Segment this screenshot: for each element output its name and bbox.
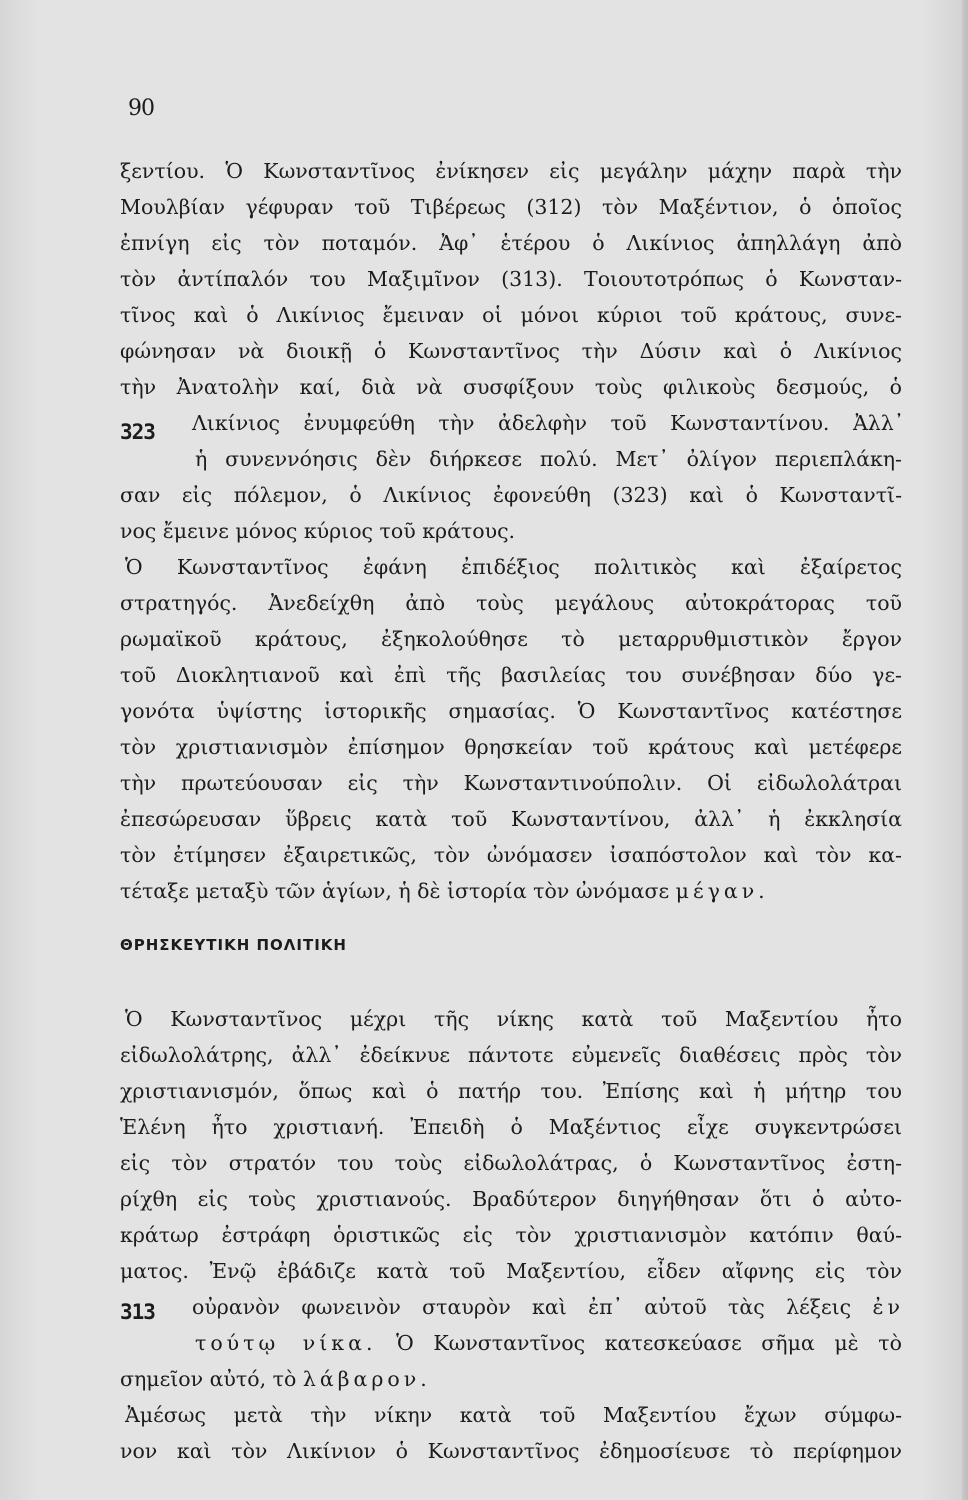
text-line: Λικίνιος ἐνυμφεύθη τὴν ἀδελφὴν τοῦ Κωνσταντίνου. Ἀλλ᾽	[192, 411, 904, 435]
text-line: φώνησαν νὰ διοικῇ ὁ Κωνσταντῖνος τὴν Δύσιν καὶ ὁ Λικίνιος	[120, 339, 902, 363]
text-line	[120, 1361, 902, 1397]
text-line: νον καὶ τὸν Λικίνιον ὁ Κωνσταντῖνος ἐδημοσίευσε τὸ περίφημον	[120, 1439, 902, 1463]
text-line: Μουλβίαν γέφυραν τοῦ Τιβέρεως (312) τὸν Μαξέντιον, ὁ ὁποῖος	[120, 195, 902, 219]
text-line: τῖνος καὶ ὁ Λικίνιος ἔμειναν οἱ μόνοι κύριοι τοῦ κράτους, συνε-	[120, 303, 902, 327]
text-line: κράτωρ ἐστράφη ὁριστικῶς εἰς τὸν χριστιανισμὸν κατόπιν θαύ-	[120, 1223, 902, 1247]
text-line: Ἀμέσως μετὰ τὴν νίκην κατὰ τοῦ Μαξεντίου ἔχων σύμφω-	[125, 1403, 902, 1427]
text-line	[192, 1289, 904, 1325]
section-heading: ΘΡΗΣΚΕΥΤΙΚΗ ΠΟΛΙΤΙΚΗ	[120, 936, 347, 954]
text-line: γονότα ὑψίστης ἱστορικῆς σημασίας. Ὁ Κωνσταντῖνος κατέστησε	[120, 699, 902, 723]
text-line: ἐπνίγη εἰς τὸν ποταμόν. Ἀφ᾽ ἑτέρου ὁ Λικίνιος ἀπηλλάγη ἀπὸ	[120, 231, 902, 255]
text-line: Ἑλένη ἦτο χριστιανή. Ἐπειδὴ ὁ Μαξέντιος εἶχε συγκεντρώσει	[120, 1115, 902, 1139]
text-line: ἐπεσώρευσαν ὕβρεις κατὰ τοῦ Κωνσταντίνου, ἀλλ᾽ ἡ ἐκκλησία	[120, 807, 902, 831]
margin-year-313: 313	[120, 1300, 155, 1324]
text-line: τὴν Ἀνατολὴν καί, διὰ νὰ συσφίξουν τοὺς φιλικοὺς δεσμούς, ὁ	[120, 375, 902, 399]
text-line: Ὁ Κωνσταντῖνος ἐφάνη ἐπιδέξιος πολιτικὸς καὶ ἐξαίρετος	[125, 555, 902, 579]
text-segment: Ὁ Κωνσταντῖνος κατεσκεύασε σῆμα μὲ τὸ	[396, 1331, 902, 1355]
spaced-word: ἐν	[872, 1295, 904, 1319]
text-line: τὸν ἐτίμησεν ἐξαιρετικῶς, τὸν ὠνόμασεν ἰσαπόστολον καὶ τὸν κα-	[120, 843, 902, 867]
text-line	[120, 873, 902, 909]
spaced-word: τούτῳ νίκα.	[195, 1331, 377, 1355]
text-segment: οὐρανὸν φωνεινὸν σταυρὸν καὶ ἐπ᾽ αὐτοῦ τὰς λέξεις	[192, 1295, 852, 1319]
spaced-word: λάβαρον.	[302, 1367, 431, 1391]
text-line: ξεντίου. Ὁ Κωνσταντῖνος ἐνίκησεν εἰς μεγάλην μάχην παρὰ τὴν	[120, 159, 902, 183]
page-number: 90	[128, 96, 154, 121]
text-line: εἰς τὸν στρατόν του τοὺς εἰδωλολάτρας, ὁ Κωνσταντῖνος ἐστη-	[120, 1151, 902, 1175]
text-line: χριστιανισμόν, ὅπως καὶ ὁ πατήρ του. Ἐπίσης καὶ ἡ μήτηρ του	[120, 1079, 902, 1103]
text-line: Ὁ Κωνσταντῖνος μέχρι τῆς νίκης κατὰ τοῦ Μαξεντίου ἦτο	[125, 1007, 902, 1031]
text-line	[195, 1325, 902, 1361]
text-line: τὴν πρωτεύουσαν εἰς τὴν Κωνσταντινούπολιν. Οἱ εἰδωλολάτραι	[120, 771, 902, 795]
text-line: στρατηγός. Ἀνεδείχθη ἀπὸ τοὺς μεγάλους αὐτοκράτορας τοῦ	[120, 591, 902, 615]
text-line: ματος. Ἐνῷ ἐβάδιζε κατὰ τοῦ Μαξεντίου, εἶδεν αἴφνης εἰς τὸν	[120, 1259, 902, 1283]
text-line: ρίχθη εἰς τοὺς χριστιανούς. Βραδύτερον διηγήθησαν ὅτι ὁ αὐτο-	[120, 1187, 902, 1211]
text-segment: σημεῖον αὐτό, τὸ	[120, 1367, 297, 1391]
text-line: τὸν ἀντίπαλόν του Μαξιμῖνον (313). Τοιουτοτρόπως ὁ Κωνσταν-	[120, 267, 902, 291]
text-line: νος ἔμεινε μόνος κύριος τοῦ κράτους.	[120, 519, 516, 543]
page-edge-shadow	[962, 0, 968, 1500]
text-line: τὸν χριστιανισμὸν ἐπίσημον θρησκείαν τοῦ κράτους καὶ μετέφερε	[120, 735, 902, 759]
text-line: ἡ συνεννόησις δὲν διήρκεσε πολύ. Μετ᾽ ὀλίγον περιεπλάκη-	[195, 447, 902, 471]
text-line: ρωμαϊκοῦ κράτους, ἐξηκολούθησε τὸ μεταρρυθμιστικὸν ἔργον	[120, 627, 902, 651]
text-line: σαν εἰς πόλεμον, ὁ Λικίνιος ἐφονεύθη (323) καὶ ὁ Κωνσταντῖ-	[120, 483, 902, 507]
margin-year-323: 323	[120, 420, 155, 444]
text-line: τοῦ Διοκλητιανοῦ καὶ ἐπὶ τῆς βασιλείας του συνέβησαν δύο γε-	[120, 663, 902, 687]
spaced-word: μέγαν.	[675, 879, 769, 903]
text-line: εἰδωλολάτρης, ἀλλ᾽ ἐδείκνυε πάντοτε εὐμενεῖς διαθέσεις πρὸς τὸν	[120, 1043, 902, 1067]
text-segment: τέταξε μεταξὺ τῶν ἁγίων, ἡ δὲ ἱστορία τὸν ὠνόμασε	[120, 879, 670, 903]
